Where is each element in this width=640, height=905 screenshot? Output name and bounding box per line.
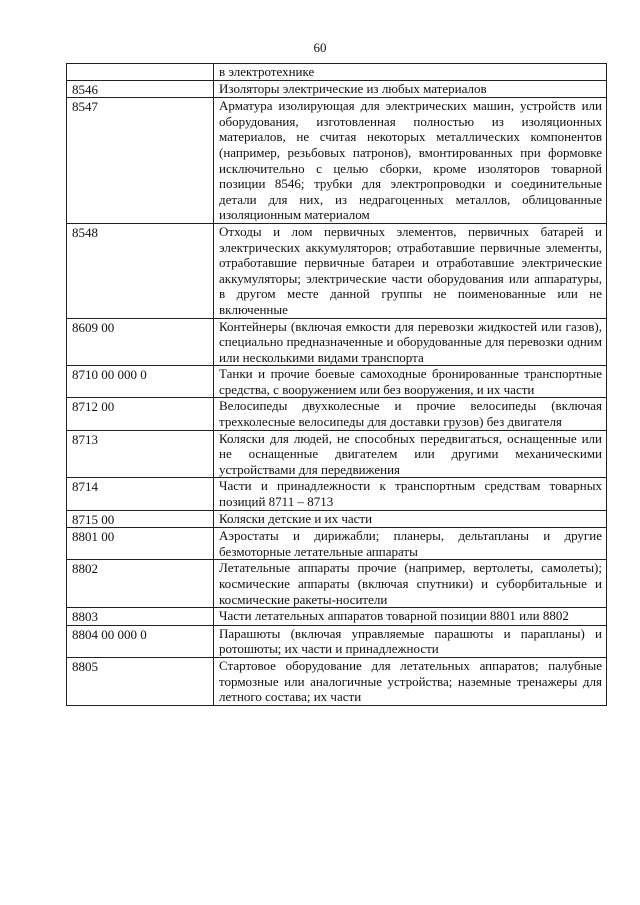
- commodity-code-table: [66, 63, 607, 706]
- commodity-description-cell: Контейнеры (включая емкости для перевозки жидкостей или газов), специально предназначенные и оборудованные для перевозки одним или несколькими видами транспорта: [214, 318, 607, 366]
- commodity-description-cell: Отходы и лом первичных элементов, первичных батарей и электрических аккумуляторов; отработавшие первичные элементы, отработавшие первичные батареи и отработавшие электрические аккумуляторы; электрические части оборудования или аппаратуры, в другом месте данной группы не поименованные или не включенные: [214, 223, 607, 318]
- commodity-code-cell: 8803: [67, 608, 214, 626]
- commodity-description-cell: Части летательных аппаратов товарной позиции 8801 или 8802: [214, 608, 607, 626]
- table-row: [67, 430, 607, 478]
- commodity-code-cell: 8801 00: [67, 528, 214, 560]
- commodity-description-cell: Парашюты (включая управляемые парашюты и парапланы) и ротошюты; их части и принадлежности: [214, 625, 607, 657]
- table-row: [67, 625, 607, 657]
- table-row: [67, 510, 607, 528]
- table-row: [67, 560, 607, 608]
- commodity-code-cell: 8547: [67, 98, 214, 224]
- commodity-code-cell: 8548: [67, 223, 214, 318]
- table-row: [67, 80, 607, 98]
- commodity-description-cell: Летательные аппараты прочие (например, вертолеты, самолеты); космические аппараты (включая спутники) и суборбитальные и космические ракеты-носители: [214, 560, 607, 608]
- table-row: [67, 366, 607, 398]
- commodity-code-cell: 8714: [67, 478, 214, 510]
- table-row: [67, 528, 607, 560]
- commodity-description-cell: в электротехнике: [214, 64, 607, 81]
- commodity-code-cell: 8805: [67, 657, 214, 705]
- commodity-description-cell: Велосипеды двухколесные и прочие велосипеды (включая трехколесные велосипеды для доставки грузов) без двигателя: [214, 398, 607, 430]
- commodity-code-cell: 8713: [67, 430, 214, 478]
- commodity-description-cell: Аэростаты и дирижабли; планеры, дельтапланы и другие безмоторные летательные аппараты: [214, 528, 607, 560]
- commodity-description-cell: Изоляторы электрические из любых материалов: [214, 80, 607, 98]
- commodity-code-cell: 8802: [67, 560, 214, 608]
- commodity-code-cell: 8715 00: [67, 510, 214, 528]
- table-row: [67, 64, 607, 81]
- commodity-code-cell: 8609 00: [67, 318, 214, 366]
- table-row: [67, 398, 607, 430]
- table-row: [67, 223, 607, 318]
- commodity-code-cell: 8712 00: [67, 398, 214, 430]
- table-row: [67, 98, 607, 224]
- table-row: [67, 478, 607, 510]
- commodity-code-cell: [67, 64, 214, 81]
- commodity-description-cell: Танки и прочие боевые самоходные бронированные транспортные средства, с вооружением или без вооружения, и их части: [214, 366, 607, 398]
- page-number: 60: [313, 40, 327, 55]
- table-row: [67, 318, 607, 366]
- commodity-description-cell: Стартовое оборудование для летательных аппаратов; палубные тормозные или аналогичные устройства; наземные тренажеры для летного состава; их части: [214, 657, 607, 705]
- table-row: [67, 657, 607, 705]
- commodity-code-cell: 8710 00 000 0: [67, 366, 214, 398]
- commodity-description-cell: Арматура изолирующая для электрических машин, устройств или оборудования, изготовленная полностью из изоляционных материалов, не считая некоторых металлических компонентов (например, резьбовых патронов), вмонтированных при формовке исключительно с целью сборки, кроме изоляторов товарной позиции 8546; трубки для электропроводки и соединительные детали для них, из недрагоценных металлов, облицованные изоляционным материалом: [214, 98, 607, 224]
- commodity-description-cell: Части и принадлежности к транспортным средствам товарных позиций 8711 – 8713: [214, 478, 607, 510]
- commodity-description-cell: Коляски детские и их части: [214, 510, 607, 528]
- commodity-code-cell: 8804 00 000 0: [67, 625, 214, 657]
- commodity-code-cell: 8546: [67, 80, 214, 98]
- table-row: [67, 608, 607, 626]
- commodity-description-cell: Коляски для людей, не способных передвигаться, оснащенные или не оснащенные двигателем или другими механическими устройствами для передвижения: [214, 430, 607, 478]
